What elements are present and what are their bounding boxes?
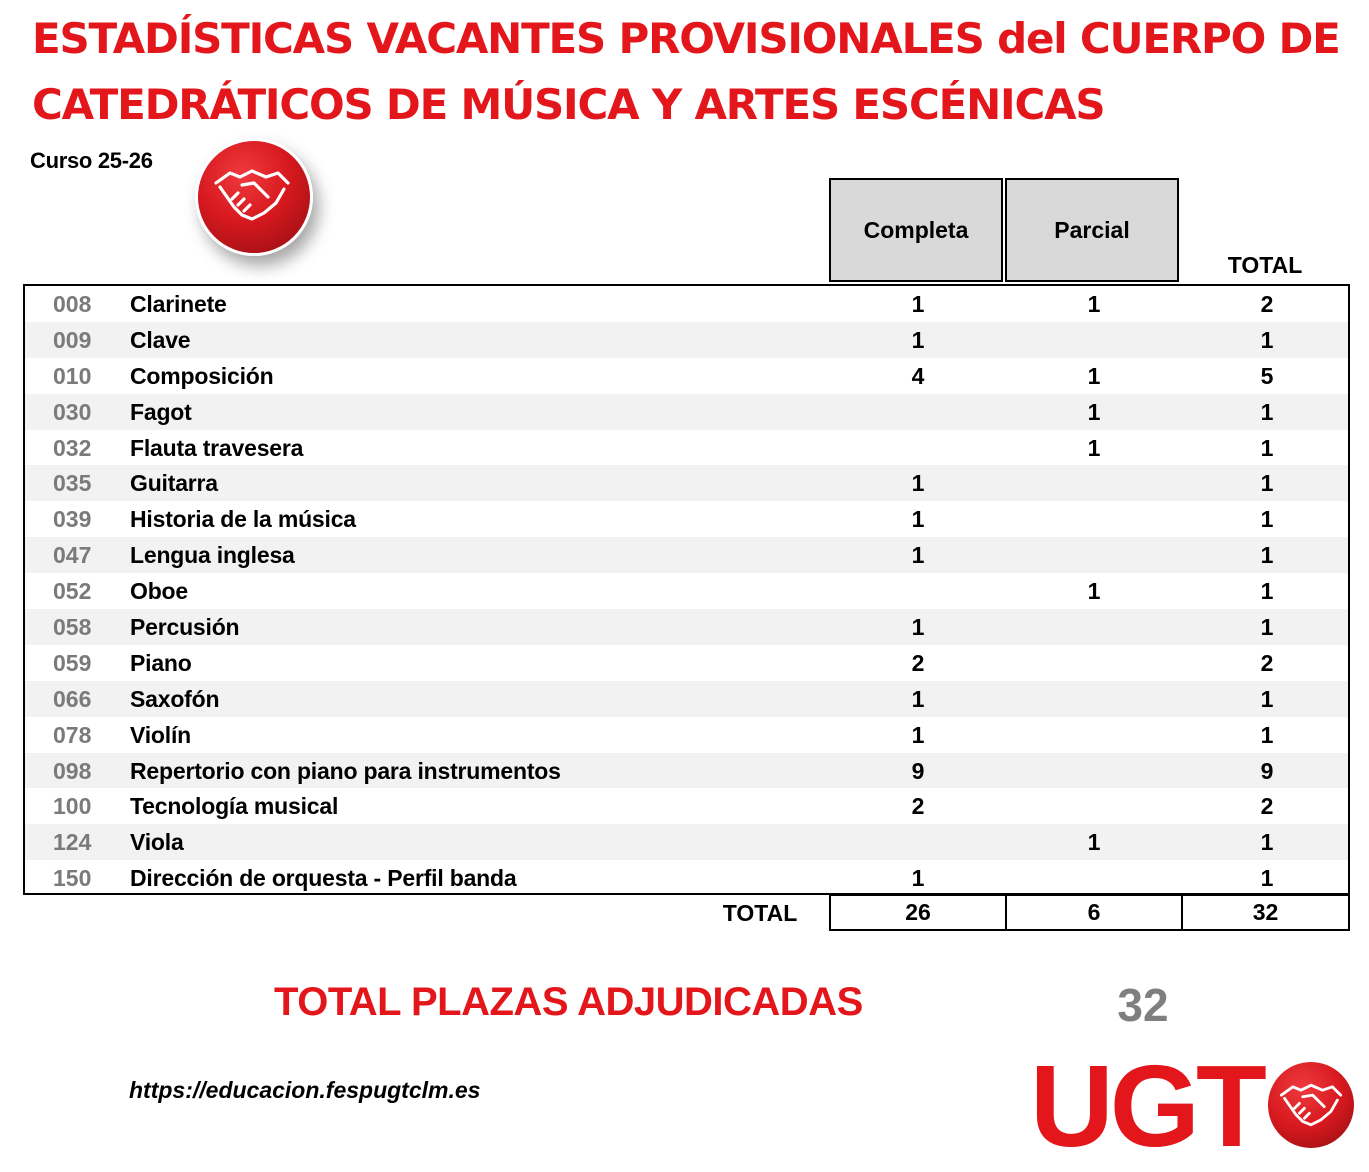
row-total: 1 xyxy=(1260,398,1274,425)
table-row xyxy=(25,537,1348,573)
row-code: 039 xyxy=(53,506,92,533)
page-title: ESTADÍSTICAS VACANTES PROVISIONALES del CUERPO DE CATEDRÁTICOS DE MÚSICA Y ARTES ESCÉNICAS xyxy=(32,14,1340,129)
row-complete: 2 xyxy=(911,649,925,676)
header-parcial: Parcial xyxy=(1005,178,1179,282)
row-code: 032 xyxy=(53,434,92,461)
row-total: 1 xyxy=(1260,721,1274,748)
handshake-icon xyxy=(1278,1078,1344,1132)
table-row xyxy=(25,645,1348,681)
row-name: Piano xyxy=(130,649,192,676)
website-url: https://educacion.fespugtclm.es xyxy=(129,1077,481,1103)
table-row xyxy=(25,609,1348,645)
row-complete: 4 xyxy=(911,362,925,389)
row-total: 1 xyxy=(1260,434,1274,461)
row-total: 1 xyxy=(1260,506,1274,533)
table-row xyxy=(25,788,1348,824)
row-name: Fagot xyxy=(130,398,192,425)
row-code: 035 xyxy=(53,470,92,497)
row-complete: 1 xyxy=(911,721,925,748)
table-row xyxy=(25,681,1348,717)
row-total: 9 xyxy=(1260,757,1274,784)
row-partial: 1 xyxy=(1087,362,1101,389)
row-complete: 1 xyxy=(911,685,925,712)
row-name: Violín xyxy=(130,721,191,748)
row-name: Oboe xyxy=(130,578,188,605)
row-code: 100 xyxy=(53,793,92,820)
table-row xyxy=(25,824,1348,860)
row-code: 150 xyxy=(53,865,92,892)
table-row xyxy=(25,573,1348,609)
row-total: 2 xyxy=(1260,291,1274,317)
footer-total-label: TOTAL xyxy=(722,900,798,926)
row-partial: 1 xyxy=(1087,578,1101,605)
row-total: 1 xyxy=(1260,865,1274,892)
table-row xyxy=(25,717,1348,753)
row-code: 124 xyxy=(53,829,92,856)
row-code: 008 xyxy=(53,291,92,317)
table-row xyxy=(25,394,1348,430)
header-completa: Completa xyxy=(829,178,1003,282)
row-complete: 1 xyxy=(911,506,925,533)
row-name: Clave xyxy=(130,326,191,353)
row-complete: 1 xyxy=(911,470,925,497)
row-name: Dirección de orquesta - Perfil banda xyxy=(130,865,517,892)
row-name: Guitarra xyxy=(130,470,218,497)
row-total: 5 xyxy=(1260,362,1274,389)
table-row xyxy=(25,286,1348,322)
total-plazas-value: 32 xyxy=(1117,979,1169,1031)
row-complete: 1 xyxy=(911,865,925,892)
course-label: Curso 25-26 xyxy=(30,148,153,173)
vacancies-table xyxy=(23,284,1350,895)
row-complete: 1 xyxy=(911,542,925,569)
row-total: 1 xyxy=(1260,326,1274,353)
table-row xyxy=(25,322,1348,358)
row-partial: 1 xyxy=(1087,291,1101,317)
row-complete: 1 xyxy=(911,326,925,353)
table-row xyxy=(25,753,1348,789)
row-total: 1 xyxy=(1260,685,1274,712)
row-complete: 9 xyxy=(911,757,925,784)
row-complete: 2 xyxy=(911,793,925,820)
row-name: Lengua inglesa xyxy=(130,542,295,569)
row-partial: 1 xyxy=(1087,434,1101,461)
ugt-logo-emblem xyxy=(1268,1062,1354,1148)
row-code: 047 xyxy=(53,542,92,569)
ugt-logo-text: UGT xyxy=(1030,1041,1263,1171)
header-logo xyxy=(195,138,313,256)
row-name: Composición xyxy=(130,362,274,389)
row-code: 058 xyxy=(53,614,92,641)
table-row xyxy=(25,860,1348,895)
row-name: Viola xyxy=(130,829,184,856)
row-complete: 1 xyxy=(911,291,925,317)
table-row xyxy=(25,465,1348,501)
row-name: Flauta travesera xyxy=(130,434,304,461)
row-total: 1 xyxy=(1260,614,1274,641)
row-total: 1 xyxy=(1260,470,1274,497)
row-total: 1 xyxy=(1260,542,1274,569)
row-code: 010 xyxy=(53,362,92,389)
row-total: 2 xyxy=(1260,649,1274,676)
row-code: 009 xyxy=(53,326,92,353)
handshake-icon xyxy=(212,163,292,227)
total-plazas-label: TOTAL PLAZAS ADJUDICADAS xyxy=(274,980,863,1024)
header-total: TOTAL xyxy=(1227,252,1303,278)
row-partial: 1 xyxy=(1087,829,1101,856)
row-code: 052 xyxy=(53,578,92,605)
row-code: 066 xyxy=(53,685,92,712)
row-name: Saxofón xyxy=(130,685,220,712)
row-total: 2 xyxy=(1260,793,1274,820)
row-name: Percusión xyxy=(130,614,240,641)
row-name: Tecnología musical xyxy=(130,793,339,820)
row-total: 1 xyxy=(1260,578,1274,605)
table-row xyxy=(25,501,1348,537)
row-code: 098 xyxy=(53,757,92,784)
row-partial: 1 xyxy=(1087,398,1101,425)
row-code: 059 xyxy=(53,649,92,676)
row-code: 030 xyxy=(53,398,92,425)
table-row xyxy=(25,430,1348,466)
row-complete: 1 xyxy=(911,614,925,641)
row-name: Repertorio con piano para instrumentos xyxy=(130,757,561,784)
table-row xyxy=(25,358,1348,394)
footer-total-total: 32 xyxy=(1181,894,1350,931)
footer-total-completa: 26 xyxy=(829,894,1007,931)
row-name: Historia de la música xyxy=(130,506,356,533)
row-name: Clarinete xyxy=(130,291,227,317)
footer-total-parcial: 6 xyxy=(1005,894,1183,931)
row-total: 1 xyxy=(1260,829,1274,856)
row-code: 078 xyxy=(53,721,92,748)
